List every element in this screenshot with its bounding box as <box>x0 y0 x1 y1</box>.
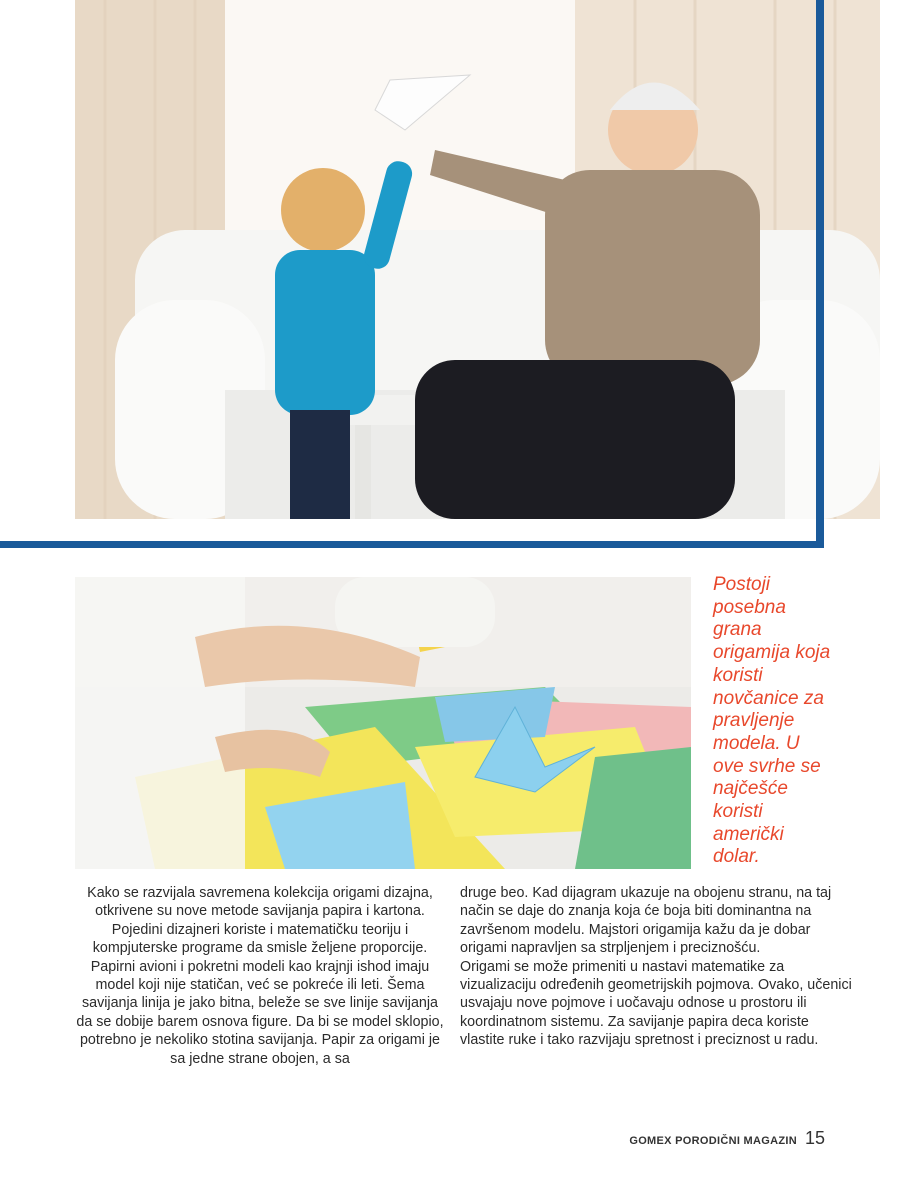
page-footer <box>629 1128 825 1149</box>
magazine-name: GOMEX PORODIČNI MAGAZIN <box>629 1135 797 1147</box>
blue-frame-horizontal <box>0 541 824 548</box>
body-paragraph: Origami se može primeniti u nastavi matematike za vizualizaciju određenih geometrijskih pojmova. Ovako, učenici usvajaju nove pojmove i uočavaju odnose u prostoru ili koordinatnom sistemu. Za savijanje papira deca koriste vlastite ruke i tako razvijaju spretnost i preciznost u radu. <box>460 958 852 1049</box>
body-text-left: Kako se razvijala savremena kolekcija origami dizajna, otkrivene su nove metode savijanja papira i kartona. Pojedini dizajneri koriste i matematičku teoriju i kompjuterske programe da smisle željene proporcije. Papirni avioni i pokretni modeli kao krajnji ishod imaju model koji nije statičan, već se pokreće ili leti. Šema savijanja linija je jako bitna, beleže se sve linije savijanja da se dobije barem osnova figure. Da bi se model sklopio, potrebno je nekoliko stotina savijanja. Papir za origami je sa jedne strane obojen, a sa <box>76 885 444 1067</box>
pull-quote: Postoji posebna grana origamija koja koristi novčanice za pravljenje modela. U ove svrhe se najčešće koristi američki dolar. <box>713 574 831 868</box>
body-paragraph: druge beo. Kad dijagram ukazuje na obojenu stranu, na taj način se daje do znanja koja će boja biti dominantna na završenom modelu. Majstori origamija kažu da je dobar origami napravljen sa strpljenjem i preciznošću. <box>460 885 832 957</box>
photo-grandfather-child-paper-plane <box>75 0 880 519</box>
blue-frame-vertical <box>816 0 824 548</box>
body-text-right <box>460 884 852 1050</box>
photo-origami-hands <box>75 577 691 869</box>
page-number: 15 <box>804 1128 825 1148</box>
